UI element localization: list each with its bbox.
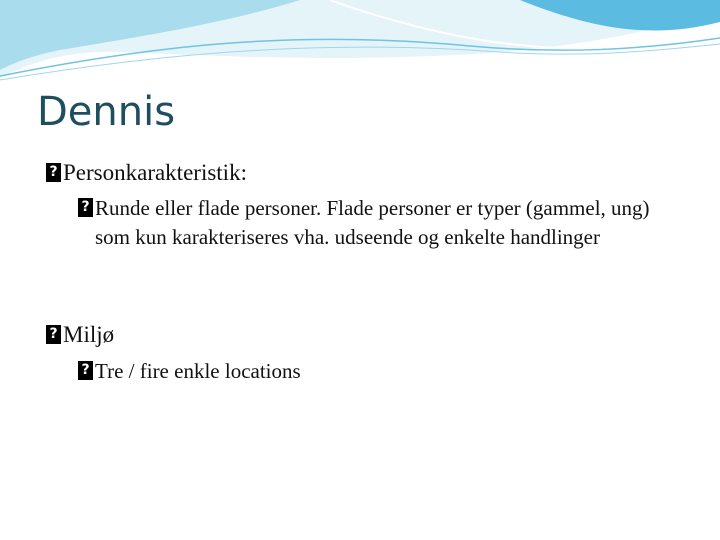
bullet-placeholder-icon: ? (78, 361, 93, 380)
bullet-placeholder-icon: ? (46, 325, 61, 344)
bullet-placeholder-icon: ? (78, 198, 93, 217)
bullet-text: Runde eller flade personer. Flade personer er typer (gammel, ung) som kun karakteriseres vha. udseende og enkelte handlinger (95, 196, 650, 249)
slide-title: Dennis (37, 89, 176, 135)
header-wave-decoration (0, 0, 720, 90)
bullet-personkarakteristik (46, 158, 247, 187)
bullet-placeholder-icon: ? (46, 163, 61, 182)
bullet-text: Miljø (63, 322, 115, 347)
bullet-text: Personkarakteristik: (63, 160, 247, 185)
sub-bullet-locations (78, 357, 668, 386)
sub-bullet-personer (78, 194, 668, 252)
bullet-miljo (46, 320, 114, 349)
bullet-text: Tre / fire enkle locations (95, 359, 301, 383)
